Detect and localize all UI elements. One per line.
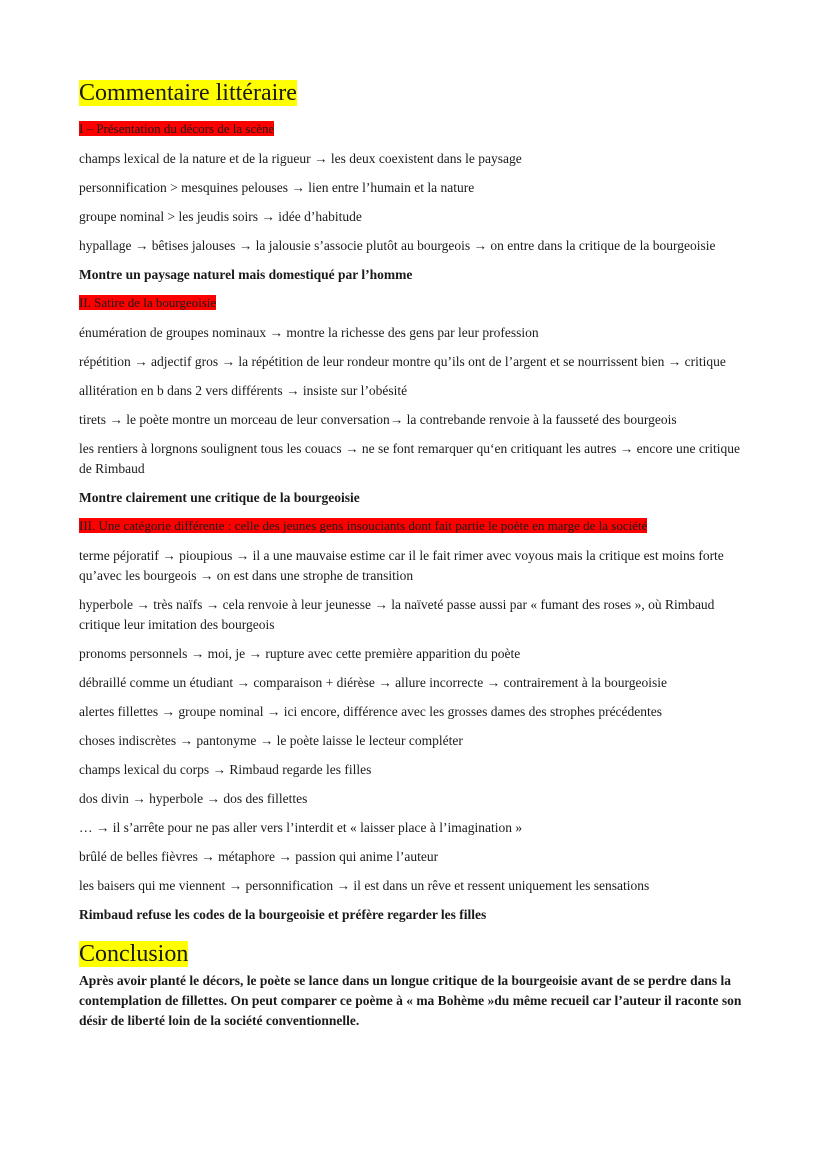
section-2-conclusion: Montre clairement une critique de la bourgeoisie	[79, 490, 360, 505]
conclusion-heading: Conclusion	[79, 941, 189, 967]
section-2-line: allitération en b dans 2 vers différents → insiste sur l’obésité	[79, 383, 408, 398]
section-2-line: énumération de groupes nominaux → montre la richesse des gens par leur profession	[79, 325, 539, 340]
section-2-heading: II. Satire de la bourgeoisie	[79, 295, 217, 310]
section-3-line: champs lexical du corps → Rimbaud regarde les filles	[79, 762, 372, 777]
section-3-line: hyperbole → très naïfs → cela renvoie à leur jeunesse → la naïveté passe aussi par « fumant des roses », où Rimbaud critique leur imitation des bourgeois	[79, 597, 715, 632]
section-3-line: dos divin → hyperbole → dos des fillettes	[79, 791, 308, 806]
section-3-line: brûlé de belles fièvres → métaphore → passion qui anime l’auteur	[79, 849, 439, 864]
section-1-conclusion: Montre un paysage naturel mais domestiqué par l’homme	[79, 267, 413, 282]
section-2-line: répétition → adjectif gros → la répétition de leur rondeur montre qu’ils ont de l’argent et se nourrissent bien → critique	[79, 354, 726, 369]
section-3-line: choses indiscrètes → pantonyme → le poète laisse le lecteur compléter	[79, 733, 463, 748]
section-3-heading: III. Une catégorie différente : celle des jeunes gens insouciants dont fait partie le poète en marge de la société	[79, 518, 648, 533]
conclusion-text: Après avoir planté le décors, le poète se lance dans un longue critique de la bourgeoisie avant de se perdre dans la contemplation de fillettes. On peut comparer ce poème à « ma Bohème »du même recueil car l’auteur il raconte son désir de liberté loin de la société conventionnelle.	[79, 973, 742, 1028]
section-1-line: personnification > mesquines pelouses → lien entre l’humain et la nature	[79, 180, 475, 195]
document-title: Commentaire littéraire	[79, 80, 297, 106]
section-3-line: pronoms personnels → moi, je → rupture avec cette première apparition du poète	[79, 646, 521, 661]
section-2-line: les rentiers à lorgnons soulignent tous les couacs → ne se font remarquer qu‘en critiquant les autres → encore une critique de Rimbaud	[79, 441, 741, 476]
section-1-line: hypallage → bêtises jalouses → la jalousie s’associe plutôt au bourgeois → on entre dans la critique de la bourgeoisie	[79, 238, 716, 253]
section-3-line: débraillé comme un étudiant → comparaison + diérèse → allure incorrecte → contrairement à la bourgeoisie	[79, 675, 668, 690]
section-3-line: alertes fillettes → groupe nominal → ici encore, différence avec les grosses dames des strophes précédentes	[79, 704, 663, 719]
section-1-line: groupe nominal > les jeudis soirs → idée d’habitude	[79, 209, 362, 224]
section-3-line: les baisers qui me viennent → personnification → il est dans un rêve et ressent uniquement les sensations	[79, 878, 650, 893]
section-3-line: terme péjoratif → pioupious → il a une mauvaise estime car il le fait rimer avec voyous mais la critique est moins forte qu’avec les bourgeois → on est dans une strophe de transition	[79, 548, 724, 583]
section-3-conclusion: Rimbaud refuse les codes de la bourgeoisie et préfère regarder les filles	[79, 907, 487, 922]
section-3-line: … → il s’arrête pour ne pas aller vers l’interdit et « laisser place à l’imagination »	[79, 820, 523, 835]
section-2-line: tirets → le poète montre un morceau de leur conversation→ la contrebande renvoie à la fausseté des bourgeois	[79, 412, 677, 427]
section-1-heading: I – Présentation du décors de la scène	[79, 121, 275, 136]
section-1-line: champs lexical de la nature et de la rigueur → les deux coexistent dans le paysage	[79, 151, 522, 166]
document-content	[79, 78, 749, 1031]
